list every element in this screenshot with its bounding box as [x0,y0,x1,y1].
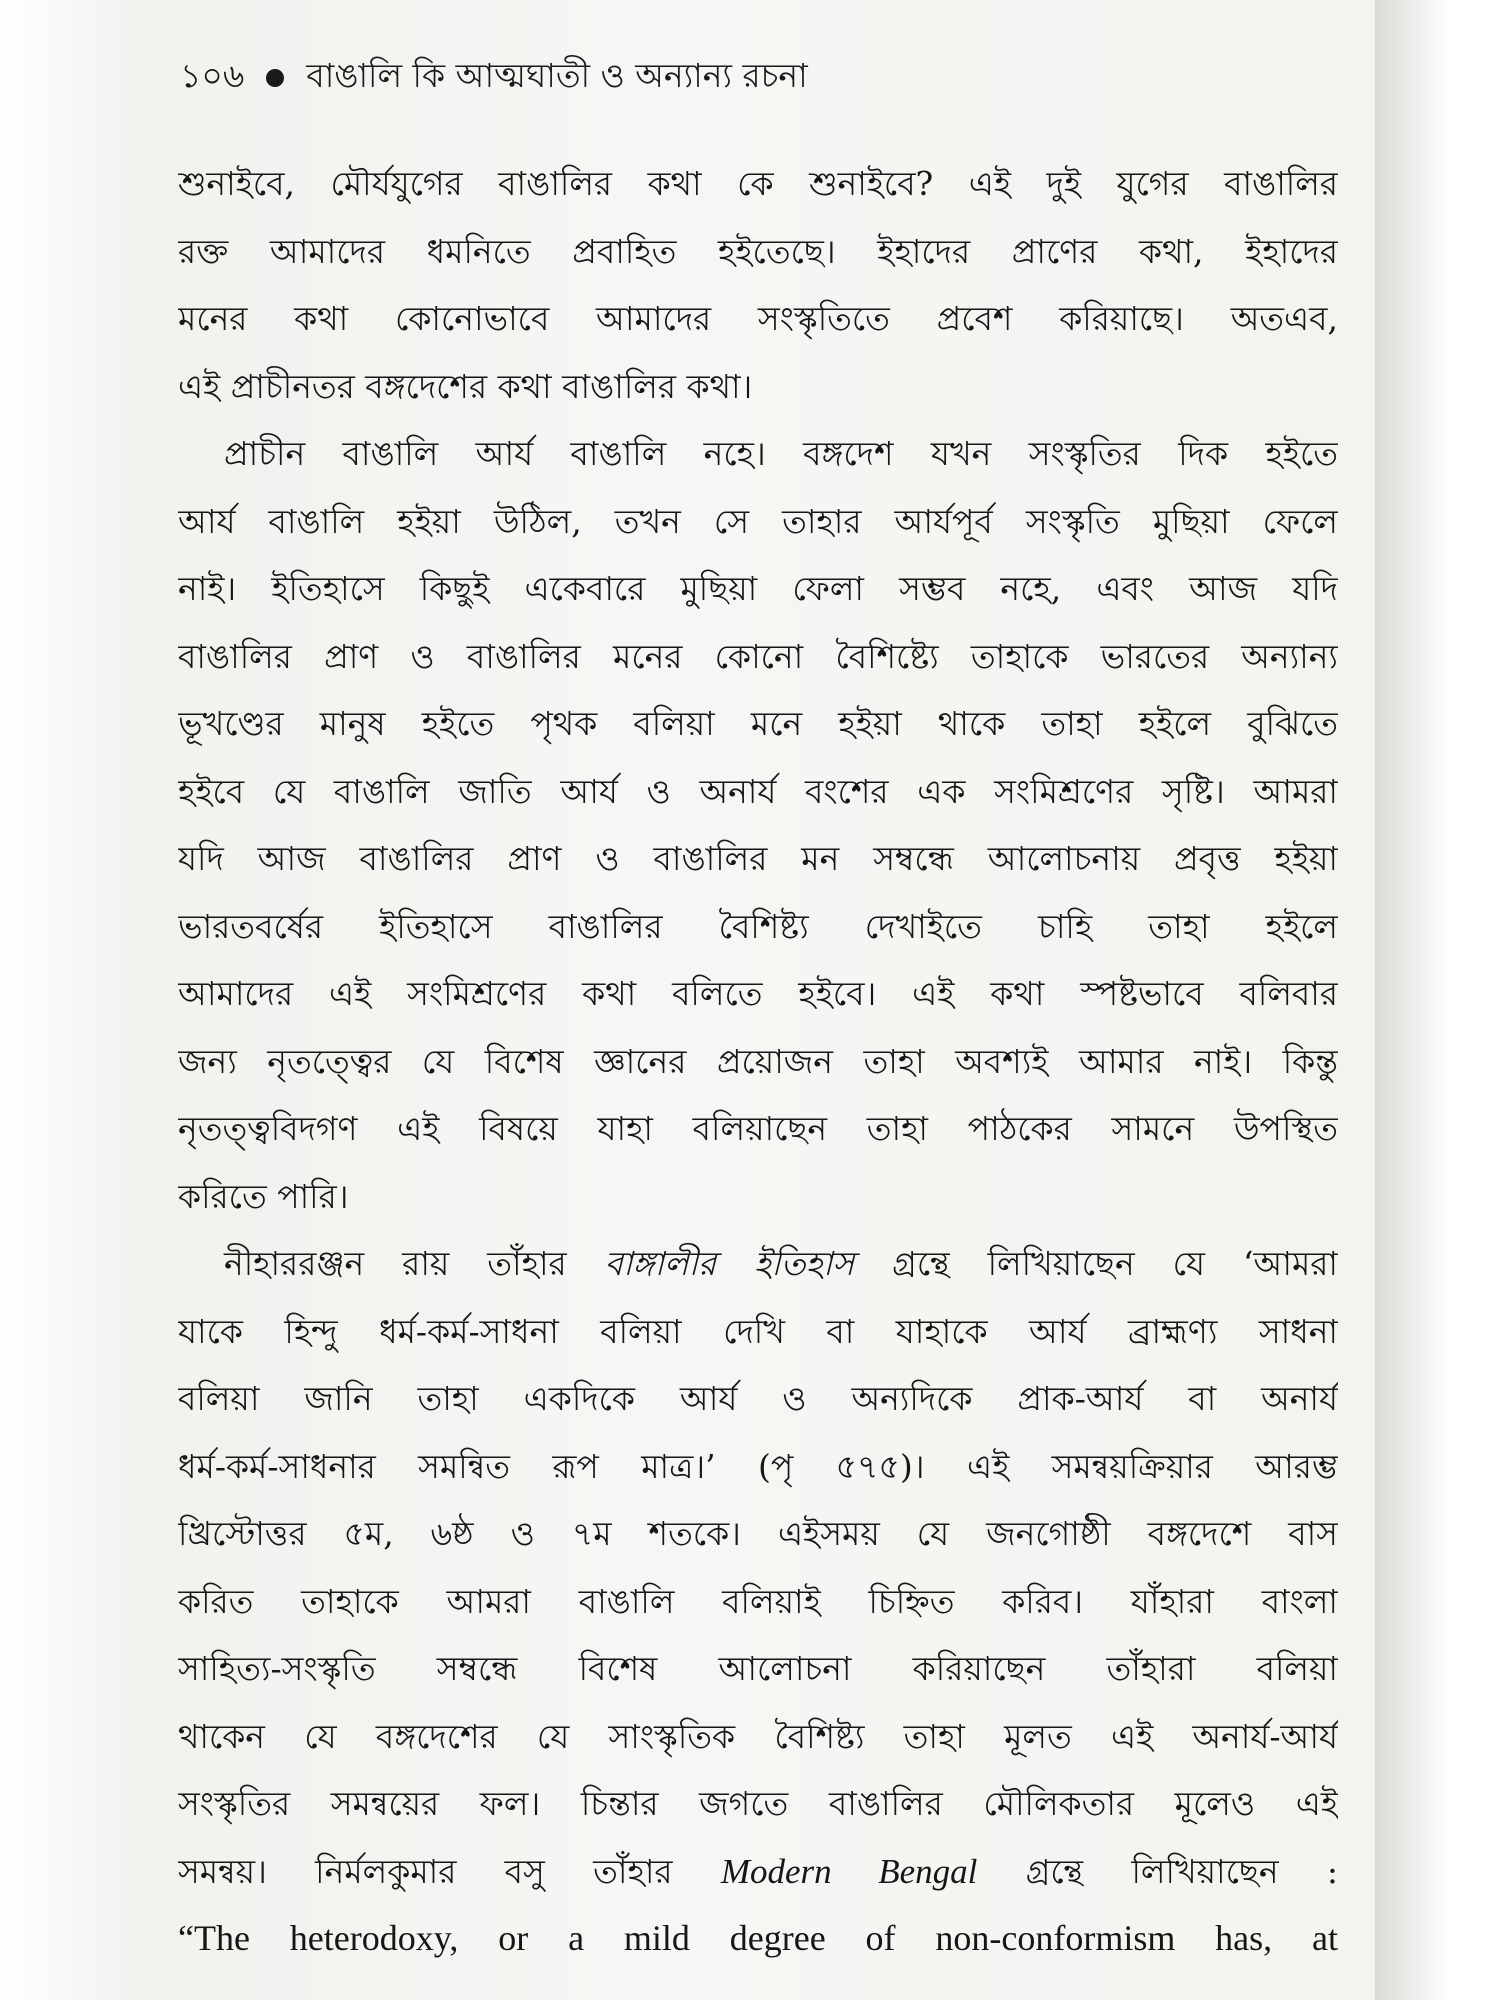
text-line: বলিয়া জানি তাহা একদিকে আর্য ও অন্যদিকে প্রাক-আর্য বা অনার্য [178,1379,1338,1418]
text-segment: গ্রন্থে লিখিয়াছেন : [977,1851,1338,1891]
text-line: নৃতত্ত্ববিদগণ এই বিষয়ে যাহা বলিয়াছেন তাহা পাঠকের সামনে উপস্থিত [178,1109,1338,1148]
text-line: যদি আজ বাঙালির প্রাণ ও বাঙালির মন সম্বন্ধে আলোচনায় প্রবৃত্ত হইয়া [178,839,1338,878]
text-line: বাঙালির প্রাণ ও বাঙালির মনের কোনো বৈশিষ্ট্যে তাহাকে ভারতের অন্যান্য [178,636,1338,676]
text-line: সাহিত্য-সংস্কৃতি সম্বন্ধে বিশেষ আলোচনা করিয়াছেন তাঁহারা বলিয়া [178,1649,1338,1688]
book-title-citation: বাঙ্গালীর ইতিহাস [604,1244,855,1283]
text-line: আর্য বাঙালি হইয়া উঠিল, তখন সে তাহার আর্যপূর্ব সংস্কৃতি মুছিয়া ফেলে [178,501,1338,541]
text-segment: সমন্বয়। নির্মলকুমার বসু তাঁহার [178,1851,721,1891]
text-line: প্রাচীন বাঙালি আর্য বাঙালি নহে। বঙ্গদেশ যখন সংস্কৃতির দিক হইতে [224,434,1338,473]
quotation-line: “The heterodoxy, or a mild degree of non-conformism has, at [178,1918,1338,1958]
text-line: সংস্কৃতির সমন্বয়ের ফল। চিন্তার জগতে বাঙালির মৌলিকতার মূলেও এই [178,1784,1338,1823]
text-line: ভারতবর্ষের ইতিহাসে বাঙালির বৈশিষ্ট্য দেখাইতে চাহি তাহা হইলে [178,906,1338,946]
text-line: করিতে পারি। [178,1176,349,1216]
page-number: ১০৬ [180,56,245,95]
page-body [178,150,1338,1973]
text-line: করিত তাহাকে আমরা বাঙালি বলিয়াই চিহ্নিত করিব। যাঁহারা বাংলা [178,1581,1338,1621]
text-line: মনের কথা কোনোভাবে আমাদের সংস্কৃতিতে প্রবেশ করিয়াছে। অতএব, [178,299,1338,338]
text-line: নাই। ইতিহাসে কিছুই একেবারে মুছিয়া ফেলা সম্ভব নহে, এবং আজ যদি [178,569,1338,608]
text-line: খ্রিস্টোত্তর ৫ম, ৬ষ্ঠ ও ৭ম শতকে। এইসময় যে জনগোষ্ঠী বঙ্গদেশে বাস [178,1514,1338,1553]
text-line: শুনাইবে, মৌর্যযুগের বাঙালির কথা কে শুনাইবে? এই দুই যুগের বাঙালির [178,164,1338,203]
text-line: হইবে যে বাঙালি জাতি আর্য ও অনার্য বংশের এক সংমিশ্রণের সৃষ্টি। আমরা [178,771,1338,811]
text-line: ভূখণ্ডের মানুষ হইতে পৃথক বলিয়া মনে হইয়া থাকে তাহা হইলে বুঝিতে [178,704,1338,743]
text-line [178,1230,1338,1298]
text-line: আমাদের এই সংমিশ্রণের কথা বলিতে হইবে। এই কথা স্পষ্টভাবে বলিবার [178,974,1338,1013]
text-line: যাকে হিন্দু ধর্ম-কর্ম-সাধনা বলিয়া দেখি বা যাহাকে আর্য ব্রাহ্মণ্য সাধনা [178,1311,1338,1351]
book-title: বাঙালি কি আত্মঘাতী ও অন্যান্য রচনা [306,56,808,95]
book-title-citation: Modern Bengal [720,1851,978,1891]
bullet-separator [266,69,284,87]
text-line: থাকেন যে বঙ্গদেশের যে সাংস্কৃতিক বৈশিষ্ট্য তাহা মূলত এই অনার্য-আর্য [178,1716,1338,1756]
running-header [180,48,1360,108]
text-line [178,1838,1338,1906]
left-margin [0,0,140,2000]
text-segment: নীহাররঞ্জন রায় তাঁহার [224,1244,605,1283]
text-line: রক্ত আমাদের ধমনিতে প্রবাহিত হইতেছে। ইহাদের প্রাণের কথা, ইহাদের [178,231,1338,271]
right-margin [1375,0,1500,2000]
text-line: এই প্রাচীনতর বঙ্গদেশের কথা বাঙালির কথা। [178,366,753,406]
text-line: জন্য নৃতত্ত্বের যে বিশেষ জ্ঞানের প্রয়োজন তাহা অবশ্যই আমার নাই। কিন্তু [178,1041,1338,1081]
text-segment: গ্রন্থে লিখিয়াছেন যে ‘আমরা [854,1244,1338,1283]
text-line: ধর্ম-কর্ম-সাধনার সমন্বিত রূপ মাত্র।’ (পৃ ৫৭৫)। এই সমন্বয়ক্রিয়ার আরম্ভ [178,1446,1338,1486]
